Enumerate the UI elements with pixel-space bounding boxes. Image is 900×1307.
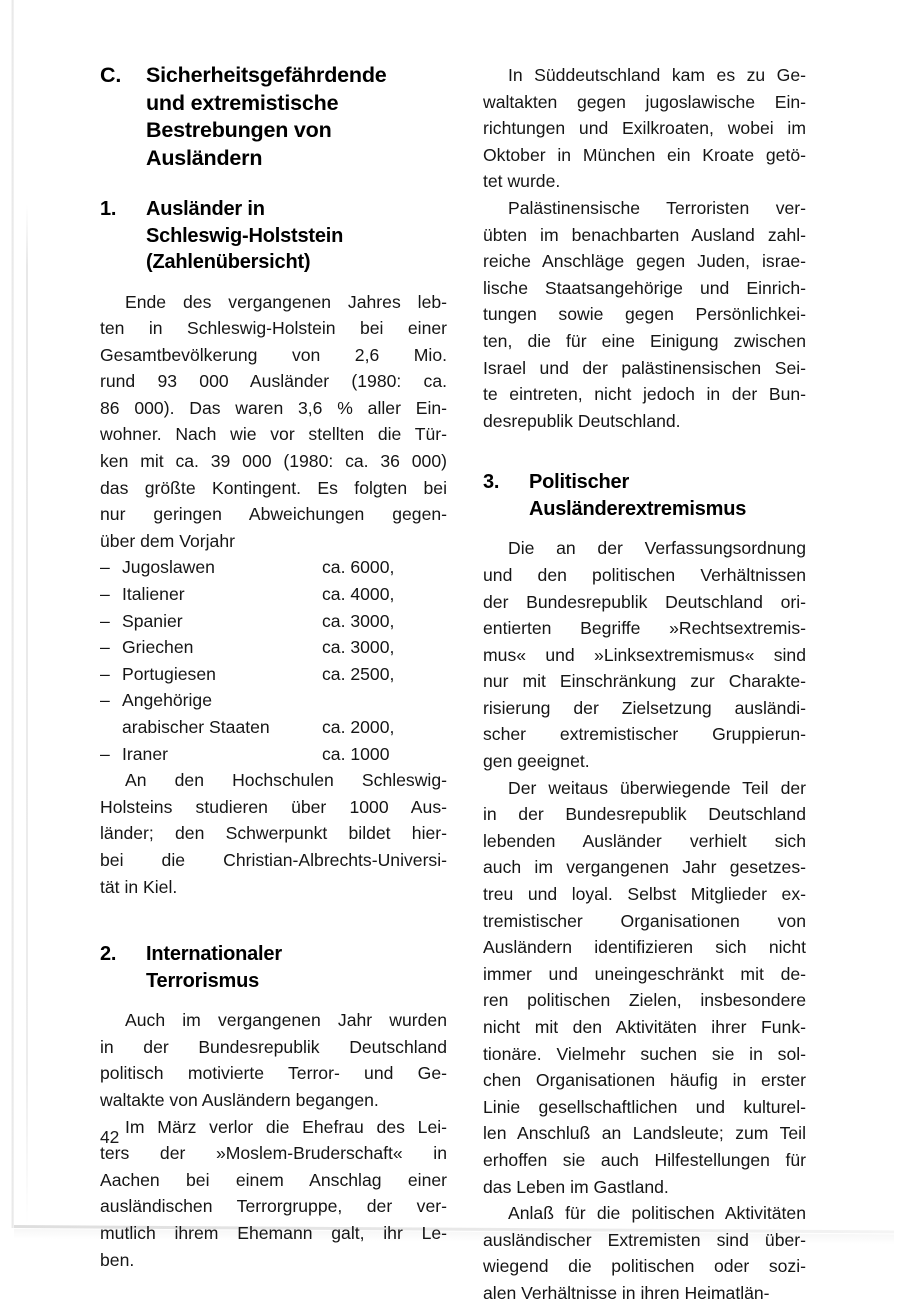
text-line: Im März verlor die Ehefrau des Lei- [125, 1116, 447, 1137]
text-line: tionäre. Vielmehr suchen sie in sol- [483, 1043, 806, 1064]
nationality-label: Portugiesen [122, 663, 216, 684]
nationality-label: Spanier [122, 610, 183, 631]
paragraph-aachen-attack [100, 1114, 447, 1274]
text-line: 86 000). Das waren 3,6 % aller Ein- [100, 397, 447, 418]
heading-section-c-line-2: und extremistische [146, 90, 339, 115]
nationality-label: Italiener [122, 584, 185, 605]
text-line: ausländischen Terrorgruppe, der ver- [100, 1196, 447, 1217]
text-line: nicht mit den Aktivitäten ihrer Funk- [483, 1017, 806, 1037]
paragraph-palestinian-terrorists [483, 195, 806, 434]
nationality-count: ca. 1000 [322, 743, 390, 764]
text-line: ten, die für eine Einigung zwischen [483, 330, 806, 351]
nationality-label: Iraner [122, 743, 168, 764]
text-line: Israel und der palästinensischen Sei- [483, 357, 806, 378]
text-line: und den politischen Verhältnissen [483, 564, 806, 585]
heading-section-c-line-4: Ausländern [146, 145, 263, 170]
nationality-label-continued: arabischer Staaten [122, 717, 270, 737]
nationality-figures-list [100, 554, 447, 767]
paragraph-law-abiding-foreigners [483, 775, 806, 1201]
heading-section-3-line-1: Politischer [529, 471, 630, 494]
list-bullet-dash: – [100, 690, 110, 711]
text-line: Palästinensische Terroristen ver- [508, 197, 806, 218]
list-item [100, 687, 447, 740]
list-item [100, 581, 447, 608]
paragraph-terror-acts [100, 1007, 447, 1113]
paragraph-south-germany [483, 62, 806, 195]
text-line: der Bundesrepublik Deutschland ori- [483, 591, 806, 612]
text-line: tät in Kiel. [100, 876, 178, 897]
list-item [100, 554, 447, 581]
nationality-label: Griechen [122, 637, 194, 658]
heading-section-1-line-1: Ausländer in [146, 198, 265, 220]
spacer [100, 172, 447, 196]
text-line: mus« und »Linksextremismus« sind [483, 644, 806, 665]
spacer [100, 276, 447, 289]
nationality-label: Angehörige [122, 690, 212, 711]
heading-section-2-line-2: Terrorismus [146, 969, 260, 992]
nationality-label: Jugoslawen [122, 557, 215, 578]
text-line: in der Bundesrepublik Deutschland [100, 1036, 447, 1057]
heading-section-1-line-3: (Zahlenübersicht) [146, 251, 311, 273]
list-bullet-dash: – [100, 610, 110, 631]
left-column [100, 62, 447, 1273]
heading-section-1-marker: 1. [100, 198, 117, 220]
heading-section-2-marker: 2. [100, 943, 117, 966]
text-line: waltakten gegen jugoslawische Ein- [483, 91, 806, 112]
text-line: ters der »Moslem-Bruderschaft« in [100, 1143, 447, 1164]
heading-section-1-line-2: Schleswig-Holststein [146, 224, 344, 247]
text-line: lische Staatsangehörige und Einrich- [483, 277, 806, 298]
text-line: risierung der Zielsetzung ausländi- [483, 697, 806, 718]
text-line: chen Organisationen häufig in erster [483, 1070, 806, 1091]
text-line: waltakte von Ausländern begangen. [100, 1089, 379, 1110]
text-line: desrepublik Deutschland. [483, 410, 681, 431]
list-bullet-dash: – [100, 743, 110, 764]
text-line: alen Verhältnisse in ihren Heimatlän- [483, 1282, 770, 1303]
spacer [100, 900, 447, 941]
text-line: len Anschluß an Landsleute; zum Teil [483, 1123, 806, 1144]
text-line: Die an der Verfassungsordnung [508, 538, 806, 559]
text-line: wohner. Nach wie vor stellten die Tür- [100, 424, 447, 445]
heading-section-c-marker: C. [100, 63, 122, 87]
text-line: scher extremistischer Gruppierun- [483, 724, 806, 745]
text-line: politisch motivierte Terror- und Ge- [100, 1063, 447, 1084]
text-line: ausländischer Extremisten sind über- [483, 1229, 806, 1250]
list-item [100, 608, 447, 635]
spacer [483, 522, 806, 535]
text-line: länder; den Schwerpunkt bildet hier- [100, 823, 447, 844]
text-line: nur geringen Abweichungen gegen- [100, 504, 447, 525]
text-line: über dem Vorjahr [100, 530, 235, 551]
heading-section-c-line-1: Sicherheitsgefährdende [146, 63, 387, 87]
nationality-count: ca. 3000, [322, 610, 395, 631]
text-line: das Leben im Gastland. [483, 1176, 669, 1197]
text-line: Ausländern identifizieren sich nicht [483, 937, 806, 958]
paragraph-foreigners-statistics [100, 289, 447, 555]
text-line: ren politischen Zielen, insbesondere [483, 990, 806, 1011]
list-bullet-dash: – [100, 663, 110, 684]
text-line: immer und uneingeschränkt mit de- [483, 963, 806, 984]
right-column [483, 62, 806, 1307]
heading-section-2 [100, 941, 447, 994]
text-line: tremistischer Organisationen von [483, 910, 806, 931]
heading-section-c [100, 62, 447, 172]
text-line: übten im benachbarten Ausland zahl- [483, 224, 806, 245]
text-line: auch im vergangenen Jahr gesetzes- [483, 857, 806, 878]
text-line: Aachen bei einem Anschlag einer [100, 1169, 447, 1190]
list-item [100, 741, 447, 768]
nationality-count: ca. 2000, [322, 717, 395, 737]
text-line: An den Hochschulen Schleswig- [125, 770, 447, 791]
text-line: ben. [100, 1249, 135, 1270]
text-line: Holsteins studieren über 1000 Aus- [100, 796, 447, 817]
text-line: wiegend die politischen oder sozi- [483, 1256, 806, 1277]
list-item [100, 661, 447, 688]
paragraph-motives-of-extremists [483, 1200, 806, 1306]
heading-section-c-line-3: Bestrebungen von [146, 118, 332, 142]
text-line: nur mit Einschränkung zur Charakte- [483, 671, 806, 692]
text-line: Linie gesellschaftlichen und kulturel- [483, 1096, 806, 1117]
text-line: In Süddeutschland kam es zu Ge- [508, 65, 806, 85]
text-line: Ende des vergangenen Jahres leb- [125, 291, 447, 312]
nationality-count: ca. 3000, [322, 637, 395, 658]
text-line: richtungen und Exilkroaten, wobei im [483, 118, 806, 139]
spacer [100, 994, 447, 1007]
heading-section-1 [100, 196, 447, 276]
list-bullet-dash: – [100, 557, 110, 578]
list-bullet-dash: – [100, 637, 110, 658]
list-item [100, 634, 447, 661]
paragraph-constitutional-order [483, 535, 806, 774]
text-line: das größte Kontingent. Es folgten bei [100, 477, 447, 498]
text-line: Anlaß für die politischen Aktivitäten [508, 1203, 806, 1224]
text-line: te eintreten, nicht jedoch in der Bun- [483, 384, 806, 405]
text-line: Gesamtbevölkerung von 2,6 Mio. [100, 344, 447, 365]
text-line: ten in Schleswig-Holstein bei einer [100, 318, 447, 339]
text-line: erhoffen sie auch Hilfestellungen für [483, 1149, 806, 1170]
heading-section-3 [483, 469, 806, 522]
text-line: tungen sowie gegen Persönlichkei- [483, 304, 806, 325]
text-line: gen geeignet. [483, 751, 590, 772]
nationality-count: ca. 4000, [322, 584, 395, 605]
text-line: tet wurde. [483, 171, 561, 192]
text-line: reiche Anschläge gegen Juden, israe- [483, 251, 806, 272]
heading-section-2-line-1: Internationaler [146, 943, 282, 966]
text-line: lebenden Ausländer verhielt sich [483, 830, 806, 851]
text-line: mutlich ihrem Ehemann galt, ihr Le- [100, 1222, 447, 1243]
paragraph-universities [100, 767, 447, 900]
heading-section-3-line-2: Ausländerextremismus [529, 497, 747, 520]
text-line: Der weitaus überwiegende Teil der [508, 777, 806, 798]
heading-section-3-marker: 3. [483, 471, 500, 494]
text-line: in der Bundesrepublik Deutschland [483, 804, 806, 825]
text-line: bei die Christian-Albrechts-Universi- [100, 849, 447, 870]
text-line: entierten Begriffe »Rechtsextremis- [483, 618, 806, 639]
list-bullet-dash: – [100, 584, 110, 605]
text-line: treu und loyal. Selbst Mitglieder ex- [483, 884, 806, 905]
text-line: Oktober in München ein Kroate getö- [483, 144, 806, 165]
text-line: Auch im vergangenen Jahr wurden [125, 1010, 447, 1031]
text-line: rund 93 000 Ausländer (1980: ca. [100, 371, 447, 392]
text-line: ken mit ca. 39 000 (1980: ca. 36 000) [100, 451, 447, 472]
spacer [483, 434, 806, 469]
nationality-count: ca. 6000, [322, 557, 395, 578]
page-number: 42 [100, 1127, 120, 1147]
nationality-count: ca. 2500, [322, 663, 395, 684]
